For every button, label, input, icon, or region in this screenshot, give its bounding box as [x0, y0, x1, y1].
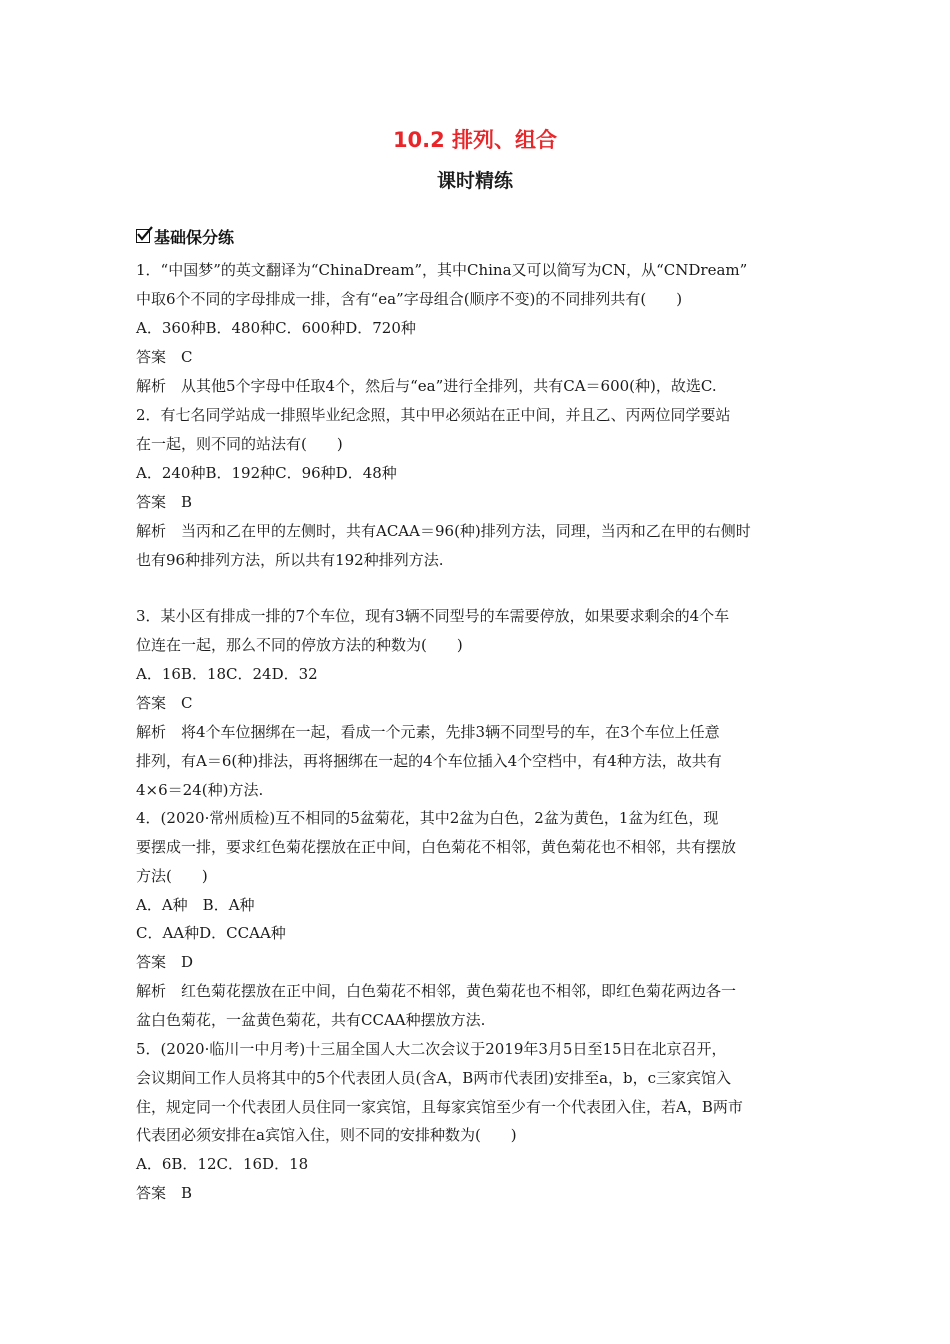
text-line: A．240种B．192种C．96种D．48种 — [136, 464, 397, 482]
text-line: 5．(2020·临川一中月考)十三届全国人大二次会议于2019年3月5日至15日在北京召开， — [136, 1040, 727, 1058]
text-line: A．A种 B．A种 — [136, 896, 255, 914]
text-line: C．AA种D．CCAA种 — [136, 924, 286, 942]
text-line: 盆白色菊花，一盆黄色菊花，共有CCAA种摆放方法. — [136, 1011, 486, 1029]
text-line: 答案 C — [136, 348, 193, 366]
text-line: 答案 C — [136, 694, 193, 712]
text-line: 解析 红色菊花摆放在正中间，白色菊花不相邻，黄色菊花也不相邻，即红色菊花两边各一 — [136, 982, 737, 1000]
text-line: A．16B．18C．24D．32 — [136, 665, 318, 683]
text-line: A．360种B．480种C．600种D．720种 — [136, 319, 416, 337]
text-line: 代表团必须安排在a宾馆入住，则不同的安排种数为( ) — [136, 1126, 517, 1144]
page-title: 10.2 排列、组合 — [392, 128, 558, 152]
text-line: A．6B．12C．16D．18 — [136, 1155, 309, 1173]
text-line: 2．有七名同学站成一排照毕业纪念照，其中甲必须站在正中间，并且乙、丙两位同学要站 — [136, 406, 731, 424]
text-line: 中取6个不同的字母排成一排，含有“ea”字母组合(顺序不变)的不同排列共有( ) — [136, 290, 683, 308]
page-subtitle: 课时精练 — [436, 170, 513, 192]
text-line: 答案 B — [136, 1184, 193, 1202]
text-line: 要摆成一排，要求红色菊花摆放在正中间，白色菊花不相邻，黄色菊花也不相邻，共有摆放 — [136, 838, 737, 856]
text-line: 解析 当丙和乙在甲的左侧时，共有ACAA＝96(种)排列方法，同理，当丙和乙在甲的右侧时 — [136, 522, 751, 540]
text-line: 解析 将4个车位捆绑在一起，看成一个元素，先排3辆不同型号的车，在3个车位上任意 — [136, 723, 720, 741]
text-line: 位连在一起，那么不同的停放方法的种数为( ) — [136, 636, 463, 654]
text-line: 排列，有A＝6(种)排法，再将捆绑在一起的4个车位插入4个空档中，有4种方法，故共有 — [136, 752, 722, 770]
section-heading — [136, 224, 234, 248]
text-line: 3．某小区有排成一排的7个车位，现有3辆不同型号的车需要停放，如果要求剩余的4个车 — [136, 607, 730, 625]
text-line: 解析 从其他5个字母中任取4个，然后与“ea”进行全排列，共有CA＝600(种)，故选C. — [136, 377, 717, 395]
text-line: 方法( ) — [136, 867, 208, 885]
section-label: 基础保分练 — [154, 227, 235, 247]
text-line: 答案 D — [136, 953, 194, 971]
text-line: 4×6＝24(种)方法. — [136, 781, 264, 799]
text-line: 也有96种排列方法，所以共有192种排列方法. — [136, 551, 444, 569]
text-line: 4．(2020·常州质检)互不相同的5盆菊花，其中2盆为白色，2盆为黄色，1盆为红色，现 — [136, 809, 719, 827]
checkbox-checked-icon — [136, 229, 150, 243]
text-line: 住，规定同一个代表团人员住同一家宾馆，且每家宾馆至少有一个代表团入住，若A，B两市 — [136, 1098, 743, 1116]
text-line: 会议期间工作人员将其中的5个代表团人员(含A，B两市代表团)安排至a，b，c三家宾馆入 — [136, 1069, 732, 1087]
text-line: 1．“中国梦”的英文翻译为“ChinaDream”，其中China又可以简写为CN，从“CNDream” — [136, 261, 748, 279]
text-line: 在一起，则不同的站法有( ) — [136, 435, 343, 453]
text-line: 答案 B — [136, 493, 193, 511]
